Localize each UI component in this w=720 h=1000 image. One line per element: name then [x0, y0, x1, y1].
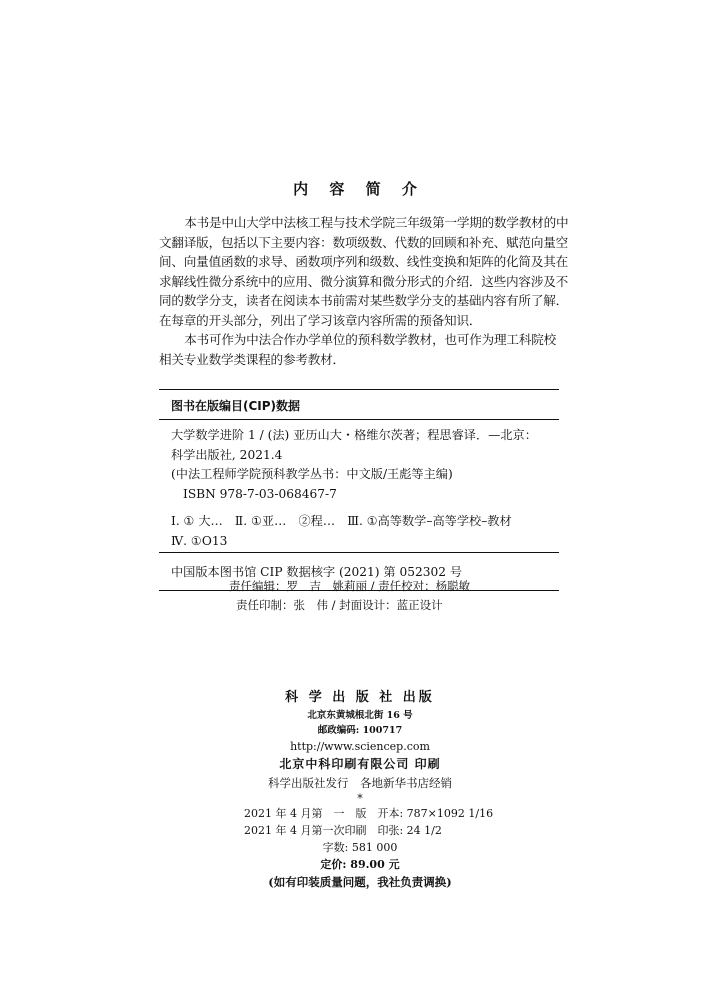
word-count: 字数: 581 000	[322, 841, 398, 854]
cip-block	[159, 389, 559, 591]
summary-paragraph-1	[159, 213, 569, 330]
editors-line-1: 责任编辑：罗 吉 姚莉丽 / 责任校对：杨聪敏	[229, 579, 471, 593]
cip-line: (中法工程师学院预科教学丛书：中文版/王彪等主编)	[171, 467, 453, 482]
cip-separator-rule	[159, 552, 559, 553]
summary-line: 同的数学分支，读者在阅读本书前需对某些数学分支的基础内容有所了解．	[159, 293, 568, 308]
summary-line: 在每章的开头部分，列出了学习该章内容所需的预备知识．	[159, 312, 482, 328]
separator-star: *	[357, 792, 363, 805]
cip-classification	[171, 512, 559, 551]
edition-line-2: 2021 年 4 月第一次印刷 印张: 24 1/2	[244, 824, 442, 837]
editors-credits	[159, 577, 559, 615]
cip-heading: 图书在版编目(CIP)数据	[171, 399, 301, 413]
summary-title: 内 容 简 介	[293, 180, 425, 198]
cip-heading-rule	[159, 419, 559, 420]
summary-line: 间、向量值函数的求导、函数项序列和级数、线性变换和矩阵的化简及其在	[159, 254, 568, 269]
publisher-address: 北京东黄城根北街 16 号	[307, 710, 413, 721]
printer: 北京中科印刷有限公司 印刷	[279, 757, 441, 771]
edition-line-1: 2021 年 4 月第 一 版 开本: 787×1092 1/16	[244, 807, 494, 820]
publisher: 科 学 出 版 社 出版	[285, 690, 435, 705]
cip-class-line: Ⅳ. ①O13	[171, 533, 228, 548]
price: 定价: 89.00 元	[320, 858, 400, 871]
summary-section	[159, 179, 569, 369]
cip-record	[171, 426, 559, 504]
cip-isbn: ISBN 978-7-03-068467-7	[183, 486, 337, 501]
cip-top-rule	[159, 389, 559, 390]
summary-paragraph-2	[159, 330, 559, 369]
postcode: 邮政编码: 100717	[317, 725, 403, 736]
cip-line: 科学出版社, 2021.4	[171, 447, 283, 462]
summary-line: 文翻译版，包括以下主要内容：数项级数、代数的回顾和补充、赋范向量空	[159, 234, 568, 250]
distribution: 科学出版社发行 各地新华书店经销	[268, 776, 452, 790]
cip-class-line: Ⅰ. ① 大… Ⅱ. ①亚… ②程… Ⅲ. ①高等数学–高等学校–教材	[171, 514, 512, 529]
colophon	[160, 688, 560, 891]
website: http://www.sciencep.com	[290, 740, 430, 753]
summary-line: 本书是中山大学中法核工程与技术学院三年级第一学期的数学教材的中	[184, 215, 569, 230]
cip-number: 中国版本图书馆 CIP 数据核字 (2021) 第 052302 号	[171, 564, 463, 579]
summary-line: 求解线性微分系统中的应用、微分演算和微分形式的介绍．这些内容涉及不	[159, 273, 568, 289]
quality-note: (如有印装质量问题，我社负责调换)	[268, 875, 452, 889]
cip-line: 大学数学进阶 1 / (法) 亚历山大・格维尔茨著；程思睿译．—北京：	[171, 428, 537, 442]
editors-line-2: 责任印制：张 伟 / 封面设计：蓝正设计	[236, 598, 443, 612]
summary-line: 相关专业数学类课程的参考教材．	[159, 351, 345, 367]
summary-line: 本书可作为中法合作办学单位的预科数学教材，也可作为理工科院校	[184, 332, 557, 347]
